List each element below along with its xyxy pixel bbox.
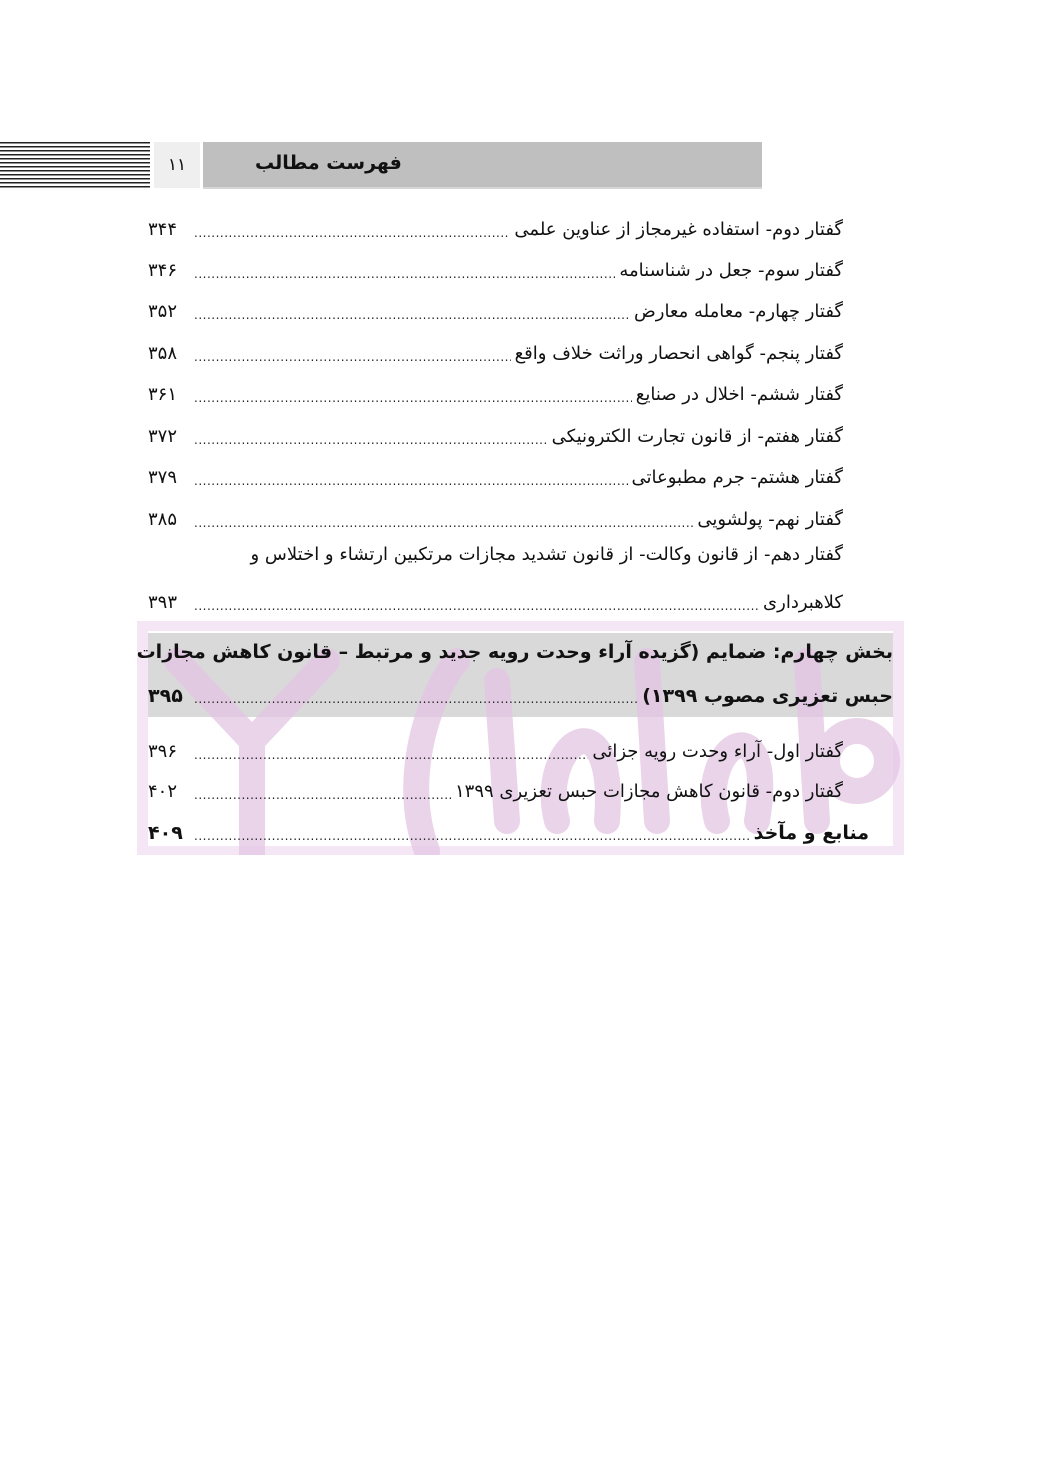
toc-entry[interactable]: گفتار دوم- قانون کاهش مجازات حبس تعزیری ۱۳۹۹ ..... ۴۰۲ — [148, 772, 843, 806]
toc-entry[interactable]: گفتار هفتم- از قانون تجارت الکترونیکی ..... ۳۷۲ — [148, 417, 843, 451]
header-decorative-lines — [0, 142, 150, 188]
toc-entry[interactable]: گفتار سوم- جعل در شناسنامه ..... ۳۴۶ — [148, 251, 843, 285]
toc-entry[interactable]: گفتار نهم- پولشویی ..... ۳۸۵ — [148, 500, 843, 534]
page-number-text: ۱۱ — [167, 155, 187, 175]
toc-entry[interactable]: گفتار هشتم- جرم مطبوعاتی ..... ۳۷۹ — [148, 458, 843, 492]
toc-entry-10-line2[interactable]: کلاهبرداری ..... ۳۹۳ — [148, 583, 843, 617]
toc-entry[interactable]: گفتار پنجم- گواهی انحصار وراثت خلاف واقع ..... ۳۵۸ — [148, 334, 843, 368]
table-of-contents — [136, 0, 893, 900]
toc-sources-entry[interactable]: منابع و مآخذ ..... ۴۰۹ — [148, 813, 869, 847]
toc-entry[interactable]: گفتار ششم- اخلال در صنایع ..... ۳۶۱ — [148, 375, 843, 409]
page-title: فهرست مطالب — [255, 152, 402, 174]
toc-entry[interactable]: گفتار اول- آراء وحدت رویه جزائی ..... ۳۹۶ — [148, 732, 843, 766]
section-4-title-line1[interactable]: بخش چهارم: ضمایم (گزیده آراء وحدت رویه جدید و مرتبط – قانون کاهش مجازات — [136, 641, 893, 663]
toc-entry-10-line1[interactable]: گفتار دهم- از قانون وکالت- از قانون تشدید مجازات مرتکبین ارتشاء و اختلاس و — [250, 544, 843, 565]
toc-entry[interactable]: گفتار دوم- استفاده غیرمجاز از عناوین علمی ..... ۳۴۴ — [148, 210, 843, 244]
toc-entry[interactable]: گفتار چهارم- معامله معارض ..... ۳۵۲ — [148, 292, 843, 326]
section-4-title-line2[interactable]: حبس تعزیری مصوب ۱۳۹۹) ..... ۳۹۵ — [148, 676, 893, 710]
